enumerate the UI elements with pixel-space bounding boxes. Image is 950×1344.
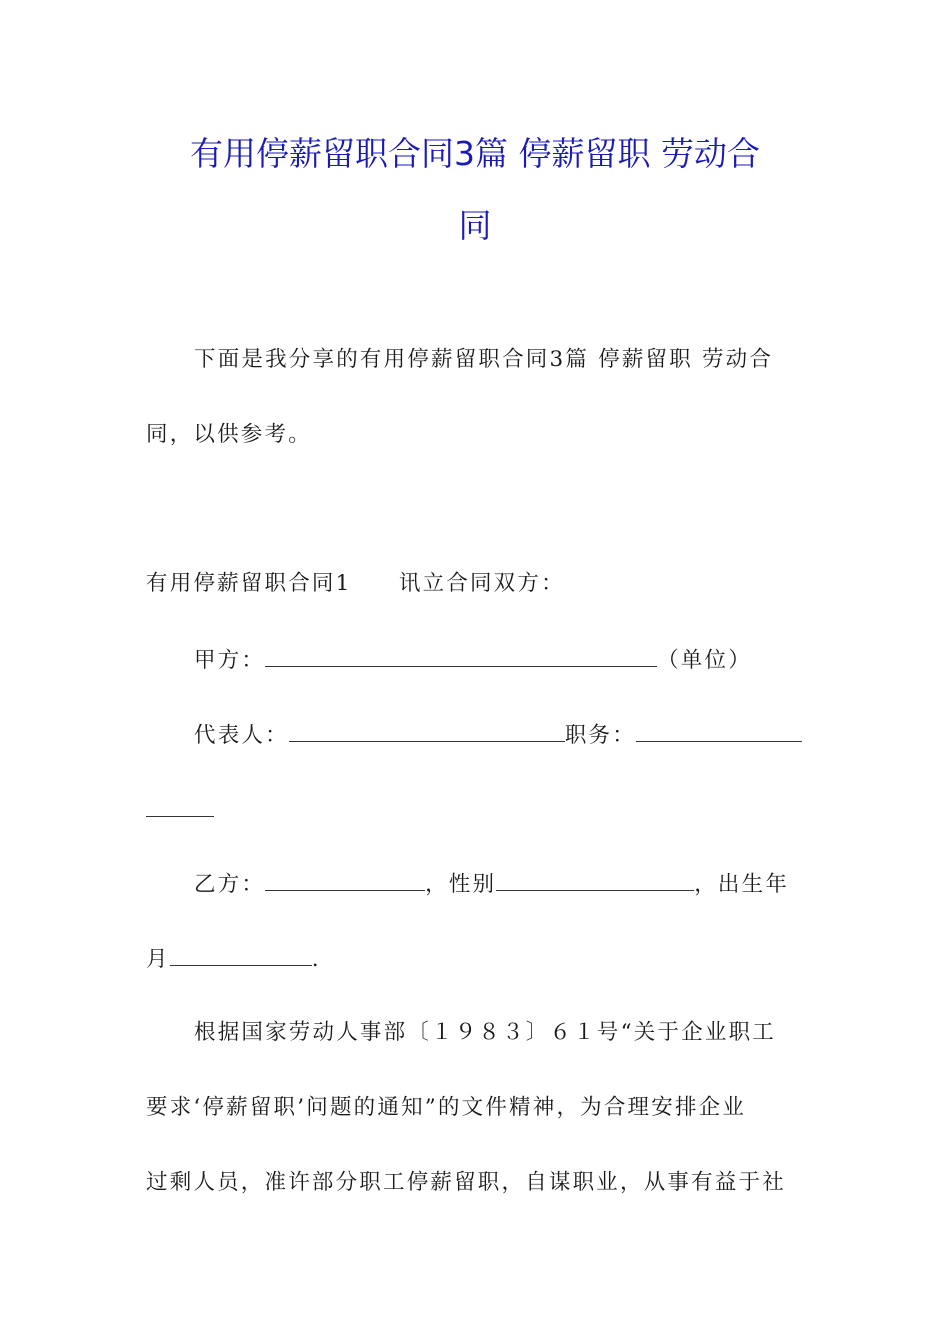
birth-month-row: [146, 945, 321, 973]
position-blank-continuation-row: [146, 796, 214, 824]
document-title-line-1: 有用停薪留职合同3篇 停薪留职 劳动合: [190, 134, 760, 173]
body-line-1: 根据国家劳动人事部〔１９８３〕６１号“关于企业职工: [194, 1020, 776, 1045]
birth-month-label: 月: [146, 947, 170, 972]
party-a-label: 甲方：: [194, 648, 266, 673]
body-line-2: 要求‘停薪留职’问题的通知”的文件精神，为合理安排企业: [146, 1095, 747, 1120]
intro-line-2: 同，以供参考。: [146, 422, 312, 447]
gender-blank: [496, 870, 694, 891]
birth-label: ，出生年: [694, 872, 790, 897]
position-blank: [636, 721, 802, 742]
birth-month-blank: [170, 945, 312, 966]
party-a-row: [194, 646, 752, 674]
representative-row: [194, 721, 802, 749]
party-b-row: [194, 870, 789, 898]
position-label: 职务：: [564, 723, 636, 748]
section-heading: 有用停薪留职合同1 讯立合同双方：: [146, 571, 565, 596]
party-a-blank: [265, 646, 657, 667]
party-a-suffix: （单位）: [657, 648, 752, 673]
party-b-label: 乙方：: [194, 872, 266, 897]
birth-end: .: [311, 947, 321, 972]
representative-blank: [289, 721, 565, 742]
body-line-3: 过剩人员，准许部分职工停薪留职，自谋职业，从事有益于社: [146, 1170, 786, 1195]
gender-label: ，性别: [425, 872, 497, 897]
position-blank-continuation: [146, 796, 214, 817]
document-title-line-2: 同: [458, 206, 492, 245]
representative-label: 代表人：: [194, 723, 289, 748]
intro-line-1: 下面是我分享的有用停薪留职合同3篇 停薪留职 劳动合: [194, 347, 774, 372]
party-b-name-blank: [265, 870, 425, 891]
